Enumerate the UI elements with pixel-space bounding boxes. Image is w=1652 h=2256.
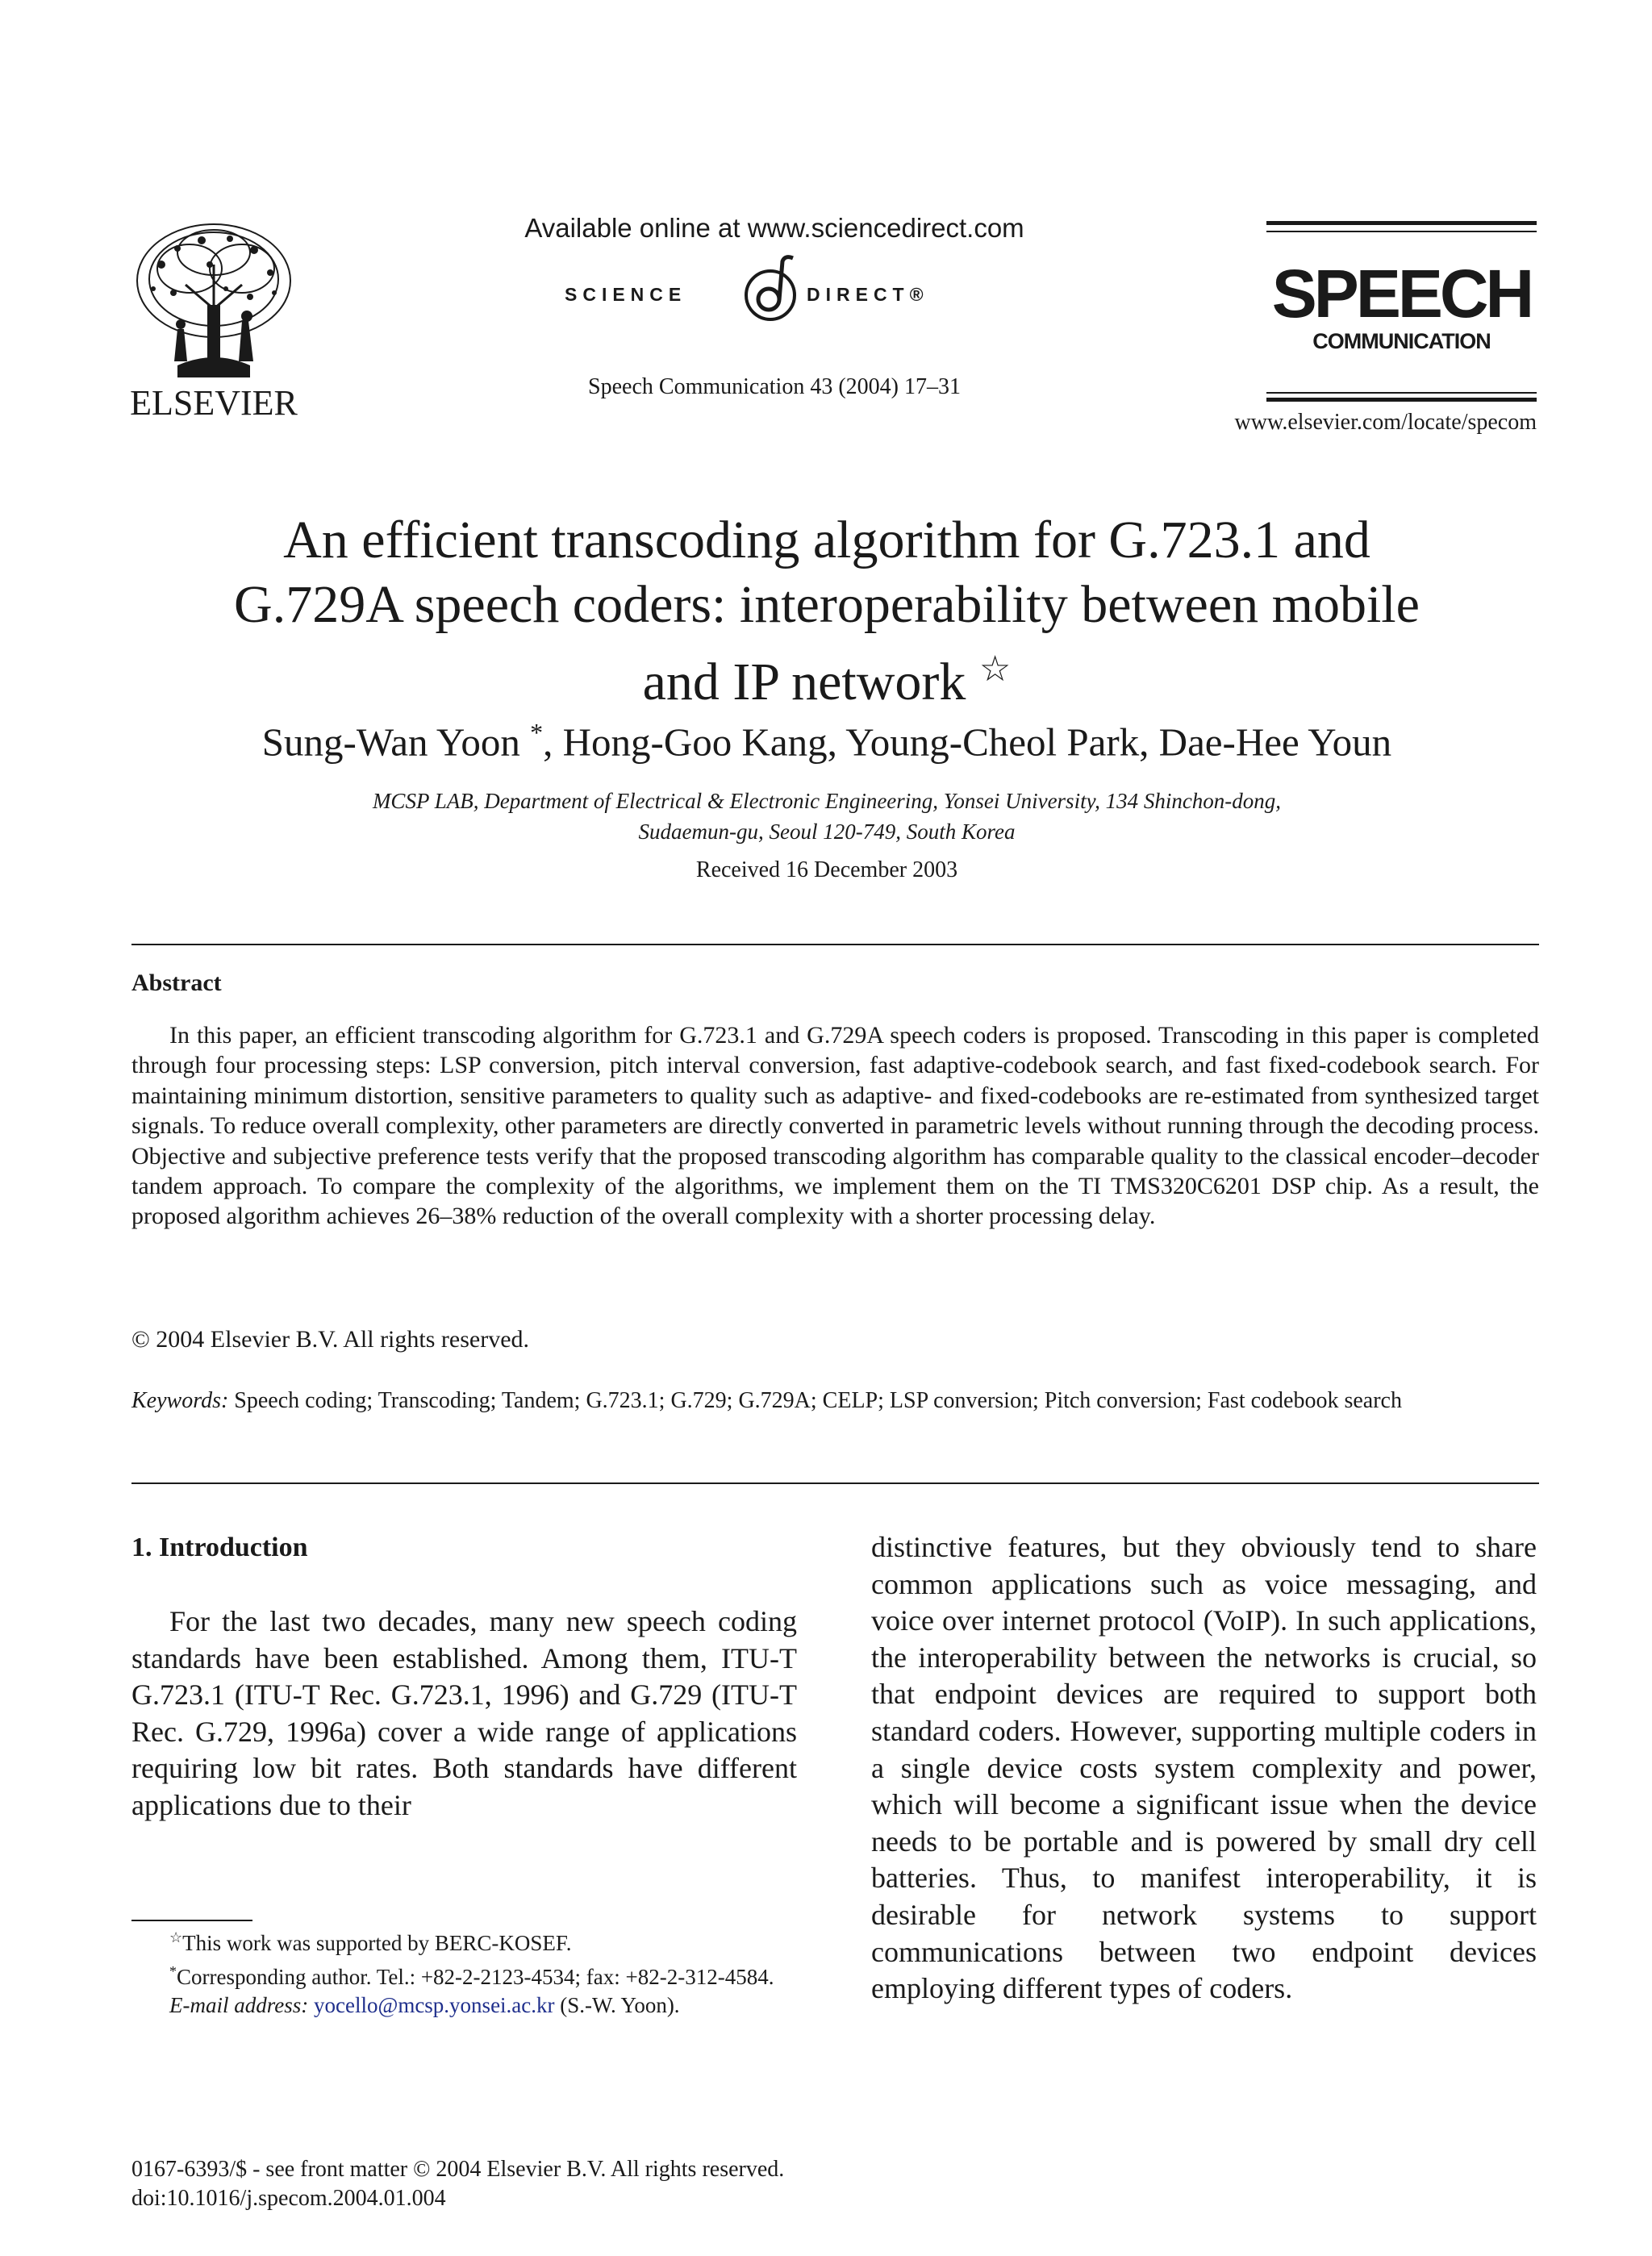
journal-logo-rule-top (1266, 221, 1537, 225)
email-suffix: (S.-W. Yoon). (560, 1993, 680, 2017)
title-line-3: and IP network (642, 653, 966, 711)
journal-logo-rule-bottom-thin (1266, 392, 1537, 394)
journal-logo-rule-bottom (1266, 398, 1537, 402)
email-link[interactable]: yocello@mcsp.yonsei.ac.kr (313, 1993, 555, 2017)
footnote-email (131, 1991, 797, 2020)
available-online-text: Available online at www.sciencedirect.com (524, 213, 1024, 243)
article-title (133, 508, 1521, 715)
corresponding-author-mark[interactable]: * (530, 718, 544, 747)
journal-url-link[interactable]: www.elsevier.com/locate/specom (1234, 410, 1537, 435)
intro-right-column (871, 1529, 1537, 2008)
sciencedirect-logo-right: DIRECT® (807, 284, 929, 305)
keywords-list: Speech coding; Transcoding; Tandem; G.723.1; G.729; G.729A; CELP; LSP conversion; Pitch conversion; Fast codebook search (234, 1388, 1402, 1413)
journal-logo (1266, 216, 1541, 402)
section-heading-introduction: 1. Introduction (131, 1532, 308, 1562)
front-matter-info (131, 2155, 784, 2213)
publisher-logo (129, 216, 298, 423)
received-date: Received 16 December 2003 (695, 857, 958, 882)
author-1: Sung-Wan Yoon (261, 719, 520, 765)
title-line-3-wrap (133, 637, 1521, 715)
abstract-heading: Abstract (131, 970, 222, 996)
other-authors: , Hong-Goo Kang, Young-Cheol Park, Dae-Hee Youn (543, 719, 1392, 765)
footnote-corresponding-text: Corresponding author. Tel.: +82-2-2123-4534; fax: +82-2-312-4584. (177, 1965, 774, 1989)
affiliation-line-2: Sudaemun-gu, Seoul 120-749, South Korea (638, 819, 1016, 844)
abstract-body (131, 1020, 1539, 1232)
sciencedirect-logo-left: SCIENCE (565, 284, 687, 305)
footnote-divider (131, 1920, 252, 1921)
intro-paragraph-2: distinctive features, but they obviously tend to share common applications such as voice messaging, and voice over internet protocol (VoIP). In such applications, the interoperability between the networks is crucial, so that endpoint devices are required to support both standard coders. However, supporting multiple coders in a single device costs system complexity and power, which will become a significant issue when the device needs to be portable and is powered by small dry cell batteries. Thus, to manifest interoperability, it is desirable for network systems to support communications between two endpoint devices employing different types of coders. (871, 1531, 1537, 2005)
affiliation (133, 786, 1521, 847)
footnote-asterisk: * (169, 1963, 177, 1979)
journal-logo-rule-top-thin (1266, 231, 1537, 232)
abstract-copyright: © 2004 Elsevier B.V. All rights reserved. (131, 1326, 530, 1353)
journal-logo-subtitle: COMMUNICATION (1312, 329, 1491, 353)
publisher-name: ELSEVIER (130, 383, 298, 423)
intro-left-column (131, 1603, 797, 1824)
keywords (131, 1386, 1539, 1416)
footnote-funding-text: This work was supported by BERC-KOSEF. (182, 1931, 572, 1955)
elsevier-tree-icon (129, 216, 298, 382)
email-label: E-mail address: (169, 1993, 309, 2017)
abstract-paragraph: In this paper, an efficient transcoding algorithm for G.723.1 and G.729A speech coders is proposed. Transcoding in this paper is completed through four processing steps: LSP conversion, pitch interval conversion, fast adaptive-codebook search, and fast fixed-codebook search. For maintaining minimum distortion, sensitive parameters to quality such as adaptive- and fixed-codebooks are re-estimated from synthesized target signals. To reduce overall complexity, other parameters are directly converted in parametric levels without running through the decoding process. Objective and subjective preference tests verify that the proposed transcoding algorithm has comparable quality to the classical encoder–decoder tandem approach. To compare the complexity of the algorithms, we implement them on the TI TMS320C6201 DSP chip. As a result, the proposed algorithm achieves 26–38% reduction of the overall complexity with a shorter processing delay. (131, 1022, 1539, 1230)
issn-line: 0167-6393/$ - see front matter © 2004 Elsevier B.V. All rights reserved. (131, 2157, 785, 2182)
title-line-1: An efficient transcoding algorithm for G.723.1 and (283, 511, 1370, 569)
journal-logo-title: SPEECH (1271, 256, 1532, 332)
affiliation-line-1: MCSP LAB, Department of Electrical & Electronic Engineering, Yonsei University, 134 Shinchon-dong, (372, 789, 1282, 813)
divider-top (131, 944, 1539, 945)
author-list (133, 718, 1521, 765)
keywords-label: Keywords: (131, 1388, 229, 1413)
footnote-star-icon: ☆ (169, 1929, 183, 1945)
footnotes (131, 1924, 797, 2020)
doi-line[interactable]: doi:10.1016/j.specom.2004.01.004 (131, 2186, 446, 2211)
title-footnote-star-icon[interactable]: ☆ (978, 649, 1012, 689)
divider-bottom (131, 1482, 1539, 1484)
footnote-corresponding (131, 1958, 797, 1991)
sciencedirect-logo (565, 260, 984, 332)
title-line-2: G.729A speech coders: interoperability between mobile (234, 575, 1420, 634)
sciencedirect-at-icon (738, 255, 803, 327)
footnote-funding (131, 1924, 797, 1958)
intro-paragraph-1: For the last two decades, many new speech coding standards have been established. Among them, ITU-T G.723.1 (ITU-T Rec. G.723.1, 1996) and G.729 (ITU-T Rec. G.729, 1996a) cover a wide range of applications requiring low bit rates. Both standards have different applications due to their (131, 1605, 797, 1821)
journal-reference: Speech Communication 43 (2004) 17–31 (588, 374, 961, 399)
